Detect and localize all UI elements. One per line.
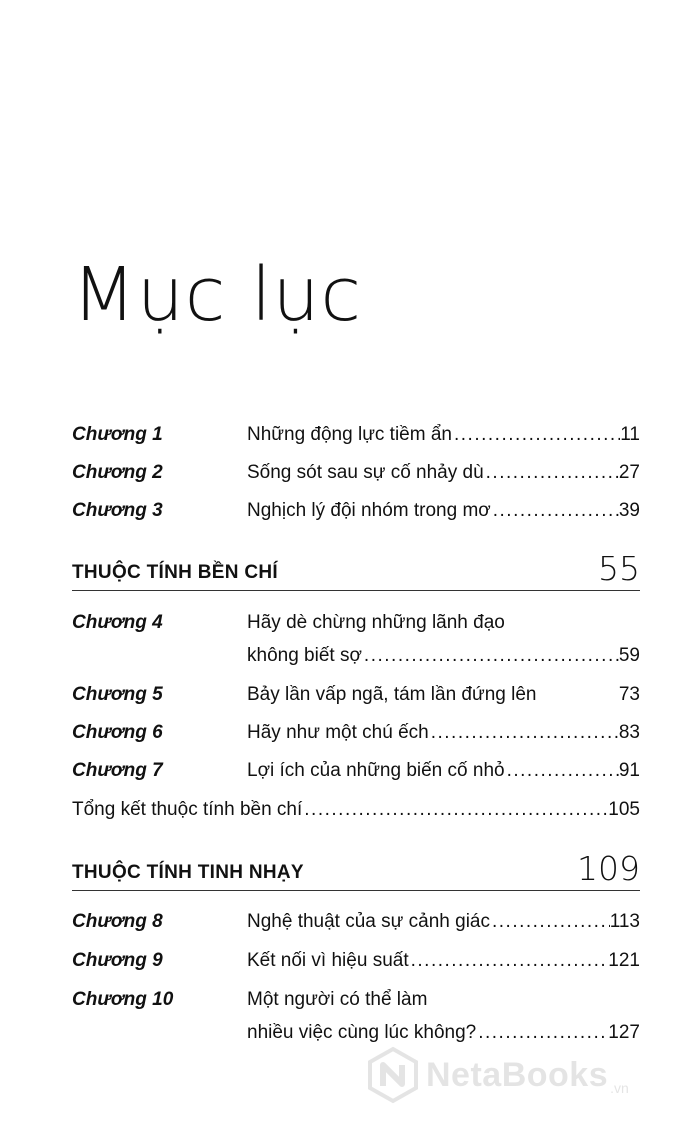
- chapter-label: Chương 7: [72, 760, 163, 781]
- page-number: 91: [618, 760, 640, 781]
- chapter-label: Chương 4: [72, 612, 163, 633]
- section-page-number: 55: [598, 549, 640, 588]
- chapter-label: Chương 8: [72, 911, 163, 932]
- dot-leader: [452, 424, 620, 446]
- toc-entry-chapter-8[interactable]: [72, 911, 640, 941]
- chapter-title: Sống sót sau sự cố nhảy dù: [247, 462, 484, 483]
- chapter-title: Lợi ích của những biến cố nhỏ: [247, 760, 505, 781]
- section-header-tinh-nhay[interactable]: [72, 849, 640, 891]
- chapter-title: Hãy như một chú ếch: [247, 722, 429, 743]
- page-number: 113: [609, 911, 640, 932]
- toc-entry-chapter-9[interactable]: [72, 950, 640, 980]
- page-number: 73: [618, 684, 640, 705]
- toc-entry-summary-ben-chi[interactable]: [72, 799, 640, 821]
- page-number: 127: [608, 1022, 640, 1043]
- dot-leader: [302, 799, 608, 821]
- chapter-label: Chương 9: [72, 950, 163, 971]
- page-number: 11: [620, 424, 640, 445]
- watermark: [364, 1046, 629, 1104]
- page-number: 83: [618, 722, 640, 743]
- section-page-number: 109: [577, 849, 640, 888]
- dot-leader: [476, 1022, 608, 1044]
- page-number: 39: [618, 500, 640, 521]
- chapter-label: Chương 10: [72, 989, 174, 1010]
- chapter-title: Những động lực tiềm ẩn: [247, 424, 452, 445]
- watermark-domain: .vn: [610, 1080, 629, 1096]
- summary-title: Tổng kết thuộc tính bền chí: [72, 799, 303, 820]
- chapter-label: Chương 3: [72, 500, 163, 521]
- section-header-ben-chi[interactable]: [72, 549, 640, 591]
- page-number: 105: [608, 799, 640, 820]
- toc-entry-chapter-6[interactable]: [72, 722, 640, 752]
- toc-entry-chapter-2[interactable]: [72, 462, 640, 492]
- dot-leader: [505, 760, 619, 782]
- chapter-label: Chương 1: [72, 424, 163, 445]
- chapter-label: Chương 6: [72, 722, 163, 743]
- toc-entry-chapter-5[interactable]: [72, 684, 640, 714]
- netabooks-logo-icon: [364, 1046, 422, 1104]
- section-title: THUỘC TÍNH TINH NHẠY: [72, 862, 304, 883]
- chapter-title-line2: không biết sợ: [247, 645, 362, 666]
- chapter-title: Bảy lần vấp ngã, tám lần đứng lên: [247, 684, 537, 705]
- page-number: 27: [618, 462, 640, 483]
- chapter-title: Nghệ thuật của sự cảnh giác: [247, 911, 490, 932]
- toc-entry-chapter-4[interactable]: [72, 612, 640, 676]
- chapter-label: Chương 5: [72, 684, 163, 705]
- dot-leader: [429, 722, 619, 744]
- chapter-title-line2: nhiều việc cùng lúc không?: [247, 1022, 477, 1043]
- chapter-title-line1: Hãy dè chừng những lãnh đạo: [247, 612, 505, 633]
- dot-leader: [490, 911, 610, 933]
- chapter-title: Kết nối vì hiệu suất: [247, 950, 409, 971]
- dot-leader: [484, 462, 619, 484]
- page-number: 59: [618, 645, 640, 666]
- dot-leader: [409, 950, 609, 972]
- toc-entry-chapter-3[interactable]: [72, 500, 640, 530]
- toc-entry-chapter-10[interactable]: [72, 989, 640, 1053]
- page-number: 121: [608, 950, 640, 971]
- watermark-brand: NetaBooks: [426, 1055, 609, 1094]
- chapter-title-line1: Một người có thể làm: [247, 989, 428, 1010]
- section-title: THUỘC TÍNH BỀN CHÍ: [72, 562, 278, 583]
- chapter-title: Nghịch lý đội nhóm trong mơ: [247, 500, 491, 521]
- dot-leader: [362, 645, 619, 667]
- page-title: Mục lục: [72, 252, 363, 338]
- dot-leader: [491, 500, 619, 522]
- toc-entry-chapter-7[interactable]: [72, 760, 640, 790]
- toc-entry-chapter-1[interactable]: [72, 424, 640, 454]
- chapter-label: Chương 2: [72, 462, 163, 483]
